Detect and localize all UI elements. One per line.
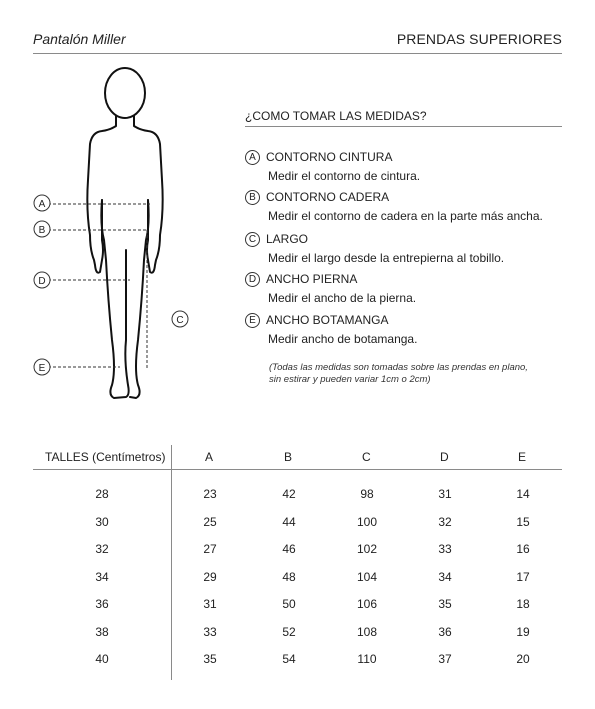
column-header-talles: TALLES (Centímetros) (45, 450, 166, 464)
table-column-divider (171, 445, 172, 680)
instruction-title: ANCHO PIERNA (266, 272, 358, 286)
measurement-cell: 36 (438, 624, 452, 639)
measurement-cell: 98 (360, 487, 374, 501)
column-header-a: A (205, 450, 214, 464)
note-line-2: sin estirar y pueden variar 1cm o 2cm) (269, 373, 431, 385)
measurement-cell: 35 (438, 597, 452, 611)
instruction-desc: Medir el largo desde la entrepierna al tobillo. (268, 251, 505, 265)
table-header-divider (33, 469, 562, 470)
measurement-cell: 16 (516, 542, 530, 556)
measurement-cell: 104 (356, 569, 378, 584)
measurement-cell: 35 (203, 652, 217, 666)
measurement-cell: 20 (516, 652, 530, 666)
measurement-cell: 50 (282, 597, 296, 611)
category-title: PRENDAS SUPERIORES (396, 31, 562, 47)
instruction-title: LARGO (266, 232, 309, 246)
svg-text:C: C (176, 315, 184, 326)
letter-badge: B (245, 190, 260, 205)
instruction-e (245, 311, 565, 346)
svg-text:B: B (38, 225, 46, 236)
column-header-d: D (440, 450, 449, 464)
measurement-cell: 25 (203, 514, 217, 529)
size-cell: 28 (95, 487, 109, 501)
instruction-desc: Medir ancho de botamanga. (268, 332, 418, 346)
instruction-desc: Medir el contorno de cadera en la parte más ancha. (268, 209, 543, 223)
measurement-cell: 42 (282, 487, 296, 501)
instruction-title: ANCHO BOTAMANGA (266, 313, 389, 327)
column-header-c: C (362, 450, 371, 464)
body-figure-illustration (30, 60, 200, 410)
measurement-cell: 18 (516, 597, 530, 611)
letter-badge: E (245, 313, 260, 328)
header-divider (33, 53, 562, 54)
svg-text:D: D (38, 276, 46, 287)
measurement-cell: 54 (282, 652, 296, 666)
svg-text:A: A (38, 199, 46, 210)
column-header-b: B (284, 450, 293, 464)
measurement-cell: 48 (282, 569, 296, 584)
instruction-desc: Medir el contorno de cintura. (268, 169, 421, 183)
instruction-b (245, 188, 565, 223)
measurement-cell: 33 (438, 542, 452, 556)
column-header-e: E (518, 450, 527, 464)
measurement-cell: 108 (356, 624, 378, 639)
measurement-cell: 46 (282, 542, 296, 556)
letter-badge: C (245, 232, 260, 247)
measurement-cell: 27 (203, 542, 217, 556)
instruction-title: CONTORNO CINTURA (266, 150, 393, 164)
measurement-cell: 37 (438, 652, 452, 666)
measurement-cell: 19 (516, 624, 530, 639)
measurement-cell: 33 (203, 624, 217, 639)
measurement-cell: 15 (516, 514, 530, 529)
instruction-a (245, 148, 565, 183)
svg-text:E: E (38, 363, 46, 374)
measurement-cell: 29 (203, 569, 217, 584)
measurement-cell: 31 (438, 487, 452, 501)
letter-badge: A (245, 150, 260, 165)
size-cell: 38 (95, 624, 109, 639)
size-cell: 32 (95, 542, 109, 556)
measurement-note (269, 362, 559, 385)
measurement-cell: 34 (438, 569, 452, 584)
size-cell: 36 (95, 597, 109, 611)
product-title: Pantalón Miller (33, 31, 126, 47)
guide-title: ¿COMO TOMAR LAS MEDIDAS? (245, 109, 427, 123)
measurement-cell: 23 (203, 487, 217, 501)
measurement-cell: 52 (282, 624, 296, 639)
note-line-1: (Todas las medidas son tomadas sobre las prendas en plano, (269, 362, 528, 373)
measurement-cell: 106 (356, 597, 378, 611)
size-cell: 34 (95, 569, 109, 584)
measurement-cell: 100 (356, 514, 378, 529)
instruction-d (245, 270, 565, 305)
measurement-cell: 44 (282, 514, 296, 529)
measurement-cell: 14 (516, 487, 530, 501)
measurement-cell: 110 (357, 652, 377, 666)
instruction-desc: Medir el ancho de la pierna. (268, 291, 417, 305)
size-cell: 30 (95, 514, 109, 529)
letter-badge: D (245, 272, 260, 287)
measurement-cell: 31 (203, 597, 217, 611)
measurement-cell: 102 (356, 542, 378, 556)
measurement-cell: 17 (516, 569, 530, 584)
guide-divider (245, 126, 562, 127)
measurement-cell: 32 (438, 514, 452, 529)
size-cell: 40 (95, 652, 109, 666)
instruction-c (245, 230, 565, 265)
instruction-title: CONTORNO CADERA (266, 190, 390, 204)
